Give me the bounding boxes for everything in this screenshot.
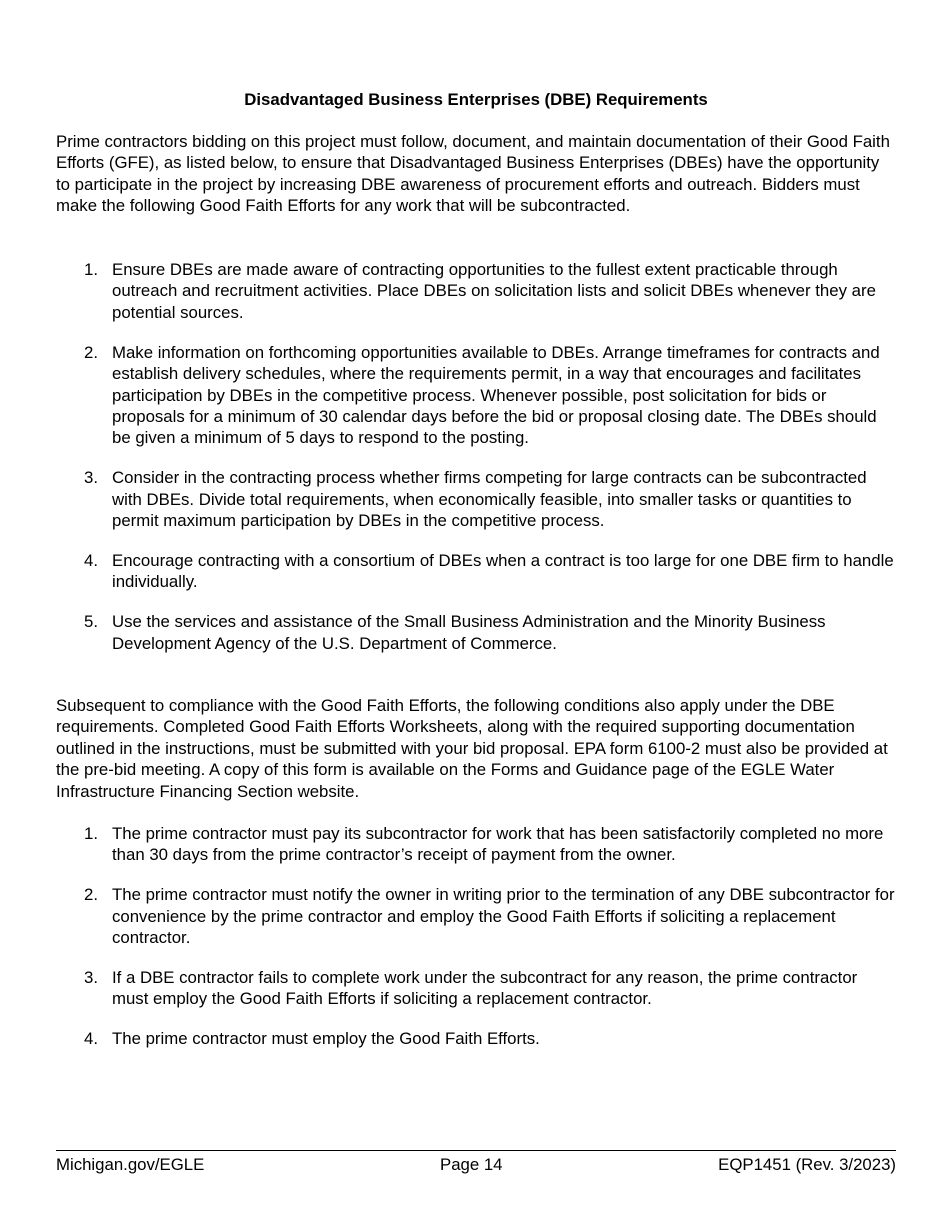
list-item-text: Encourage contracting with a consortium of DBEs when a contract is too large for one DBE firm to handle individually. [112, 550, 894, 592]
list-item-text: Use the services and assistance of the Small Business Administration and the Minority Business Development Agency of the U.S. Department of Commerce. [112, 612, 826, 653]
list-item-text: Make information on forthcoming opportunities available to DBEs. Arrange timeframes for contracts and establish delivery schedules, where the requirements permit, in a way that encourages and facilitates participation by DBEs in the competitive process. Whenever possible, post solicitation for bids or proposals for a minimum of 30 calendar days before the bid or proposal closing date. The DBEs should be given a minimum of 5 days to respond to the posting. [112, 342, 880, 448]
footer-website: Michigan.gov/EGLE [56, 1155, 205, 1174]
conditions-intro-paragraph: Subsequent to compliance with the Good Faith Efforts, the following conditions also apply under the DBE requirements. Completed Good Faith Efforts Worksheets, along with the required supporting documentation outlined in the instructions, must be submitted with your bid proposal. EPA form 6100-2 must also be provided at the pre-bid meeting. A copy of this form is available on the Forms and Guidance page of the EGLE Water Infrastructure Financing Section website. [56, 696, 888, 801]
conditions-list [56, 823, 896, 1068]
list-item-text: Ensure DBEs are made aware of contracting opportunities to the fullest extent practicable through outreach and recruitment activities. Place DBEs on solicitation lists and solicit DBEs whenever they are potential sources. [112, 260, 876, 322]
document-page [56, 0, 896, 1230]
list-item-number: 2. [84, 342, 98, 362]
list-item [56, 550, 896, 593]
list-item-number: 3. [84, 468, 98, 488]
list-item-number: 1. [84, 260, 98, 279]
list-item-number: 2. [84, 885, 98, 905]
list-item [56, 342, 896, 449]
list-item [56, 467, 896, 531]
list-item [56, 823, 896, 866]
list-item [56, 967, 896, 1010]
list-item-number: 4. [84, 1029, 98, 1049]
list-item-text: The prime contractor must pay its subcontractor for work that has been satisfactorily completed no more than 30 days from the prime contractor’s receipt of payment from the owner. [112, 824, 884, 865]
list-item-number: 3. [84, 968, 98, 988]
list-item-text: Consider in the contracting process whether firms competing for large contracts can be subcontracted with DBEs. Divide total requirements, when economically feasible, into smaller tasks or quantities to permit maximum participation by DBEs in the competitive process. [112, 468, 867, 531]
intro-paragraph: Prime contractors bidding on this project must follow, document, and maintain documentation of their Good Faith Efforts (GFE), as listed below, to ensure that Disadvantaged Business Enterprises (DBEs) have the opportunity to participate in the project by increasing DBE awareness of procurement efforts and outreach. Bidders must make the following Good Faith Efforts for any work that will be subcontracted. [56, 132, 890, 216]
list-item-text: If a DBE contractor fails to complete work under the subcontract for any reason, the prime contractor must employ the Good Faith Efforts if soliciting a replacement contractor. [112, 968, 858, 1009]
list-item-text: The prime contractor must notify the owner in writing prior to the termination of any DBE subcontractor for convenience by the prime contractor and employ the Good Faith Efforts if soliciting a replacement contractor. [112, 885, 895, 948]
list-item [56, 884, 896, 948]
gfe-list [56, 259, 896, 673]
page-footer [56, 1150, 896, 1178]
list-item-number: 4. [84, 550, 98, 570]
footer-form-number: EQP1451 (Rev. 3/2023) [718, 1155, 896, 1174]
list-item [56, 611, 896, 654]
list-item-number: 1. [84, 824, 98, 843]
list-item [56, 259, 896, 323]
footer-page-number: Page 14 [440, 1155, 503, 1174]
list-item-text: The prime contractor must employ the Good Faith Efforts. [112, 1029, 540, 1049]
list-item [56, 1028, 896, 1049]
page-title: Disadvantaged Business Enterprises (DBE) Requirements [244, 90, 708, 109]
list-item-number: 5. [84, 612, 98, 632]
